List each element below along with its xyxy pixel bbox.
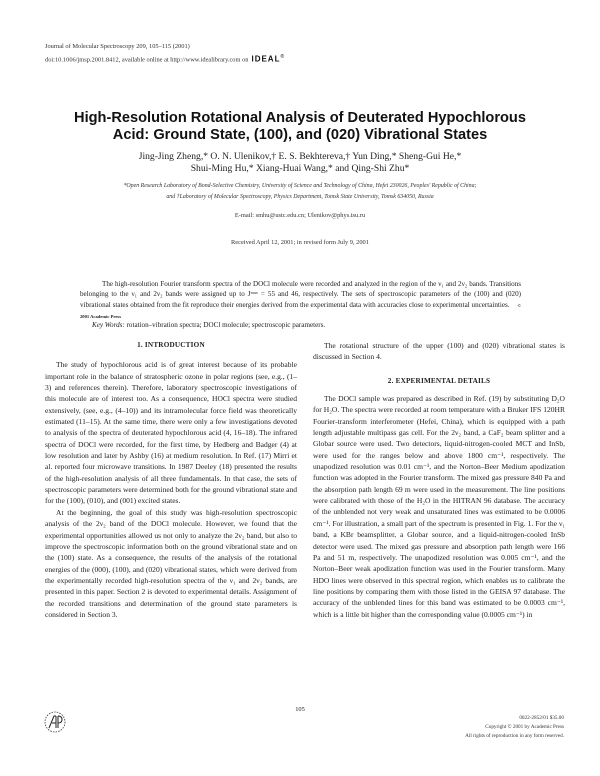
- section-heading-introduction: 1. INTRODUCTION: [137, 341, 205, 349]
- left-column: [45, 340, 297, 620]
- section-heading-experimental: 2. EXPERIMENTAL DETAILS: [387, 376, 491, 385]
- abstract-copyright: © 2001 Academic Press: [80, 302, 521, 319]
- affiliation-2: and †Laboratory of Molecular Spectroscopy, Physics Department, Tomsk State University, Tomsk 634050, Russia: [166, 194, 434, 200]
- author-list: [0, 151, 600, 175]
- journal-citation: Journal of Molecular Spectroscopy 209, 105–115 (2001): [45, 43, 190, 50]
- title-line-2: Acid: Ground State, (100), and (020) Vibrational States: [112, 126, 488, 143]
- title-line-1: High-Resolution Rotational Analysis of Deuterated Hypochlorous: [74, 110, 526, 126]
- affiliation-1: *Open Research Laboratory of Bond-Selective Chemistry, University of Science and Technology of China, Hefei 230026, Peoples' Republic of China;: [123, 183, 477, 189]
- copyright-notice: [465, 714, 564, 740]
- journal-header: [45, 42, 285, 66]
- ideal-logo: IDEAL®: [251, 54, 286, 64]
- authors-line-1: Jing-Jing Zheng,* O. N. Ulenikov,† E. S. Bekhtereva,† Yun Ding,* Sheng-Gui He,*: [138, 151, 462, 162]
- academic-press-logo-icon: [44, 711, 66, 733]
- paper-title: [0, 110, 600, 143]
- keywords-text: rotation–vibration spectra; DOCl molecule; spectroscopic parameters.: [126, 321, 326, 329]
- rights-line: All rights of reproduction in any form reserved.: [465, 732, 564, 739]
- copyright-line: Copyright © 2001 by Academic Press: [485, 723, 564, 730]
- paragraph: At the beginning, the goal of this study was high-resolution spectroscopic analysis of the 2ν₂ band of the DOCl molecule. However, we found that the experimental opportunities allowed us not only to analyze the 2ν₂ band, but also to improve the spectroscopic information both on the ground vibrational state and on the (100) state. As a consequence, the results of the analysis of the rotational energies of the (000), (100), and (020) vibrational states, which were derived from the experimentally recorded high-resolution spectra of the ν₁ and 2ν₂ bands, are presented in this paper. Section 2 is devoted to experimental details. Assignment of the recorded transitions and determination of the ground state parameters is considered in Section 3.: [45, 507, 297, 619]
- right-column: [313, 340, 565, 620]
- authors-line-2: Shui-Ming Hu,* Xiang-Huai Wang,* and Qing-Shi Zhu*: [190, 163, 410, 174]
- paragraph: The rotational structure of the upper (100) and (020) vibrational states is discussed in Section 4.: [313, 341, 565, 362]
- affiliations: [40, 181, 560, 203]
- keywords-label: Key Words:: [92, 321, 125, 329]
- email: E-mail: smhu@ustc.edu.cn; Ulenikov@phys.tsu.ru: [234, 212, 366, 219]
- paragraph: The DOCl sample was prepared as described in Ref. (19) by substituting D₂O for H₂O. The spectra were recorded at room temperature with a Bruker IFS 120HR Fourier-transform interferometer (Hefei, China), which is equipped with a path length adjustable multipass gas cell. For the 2ν₂ band, a CaF₂ beam splitter and a Globar source were used. Two detectors, liquid-nitrogen-cooled MCT and InSb, were used for the ranges below and above 1800 cm⁻¹, respectively. The unapodized resolution was 0.01 cm⁻¹, and the Norton–Beer Medium apodization function was adopted in the Fourier transform. The mixed gas pressure 840 Pa and the absorption path length 69 m were used in the measurement. The line positions were calibrated with those of the H₂O in the HITRAN 96 database. The accuracy of the unblended not very weak and unsaturated lines was estimated to be 0.0006 cm⁻¹. For illustration, a small part of the spectrum is presented in Fig. 1. For the ν₁ band, a KBr beamsplitter, a Globar source, and a liquid-nitrogen-cooled InSb detector were used. The mixed gas pressure and absorption path length were 166 Pa and 51 m, respectively. The unapodized resolution was 0.005 cm⁻¹, and the Norton–Beer weak apodization function was used in the Fourier transform. Many HDO lines were observed in this spectral region, which enables us to calibrate the line positions by comparing them with those listed in the GEISA 97 database. The accuracy of the unblended lines for this band was estimated to be 0.0003 cm⁻¹, which is a little bit higher than the corresponding value (0.0005 cm⁻¹) in: [313, 394, 565, 619]
- doi-line: doi:10.1006/jmsp.2001.8412, available online at http://www.idealibrary.com on: [45, 56, 249, 64]
- abstract-text: The high-resolution Fourier transform spectra of the DOCl molecule were recorded and analyzed in the region of the ν₁ and 2ν₂ bands. Transitions belonging to the ν₁ and 2ν₂ bands were assigned up to Jᵐᵃˣ = 55 and 46, respectively. The sets of spectroscopic parameters of the (100) and (020) vibrational states obtained from the fit reproduce their energies derived from the experimental data with accuracies close to experimental uncertainties.: [80, 280, 521, 309]
- received-date: Received April 12, 2001; in revised form July 9, 2001: [231, 239, 369, 246]
- abstract: [80, 279, 521, 322]
- paragraph: The study of hypochlorous acid is of great interest because of its probable important role in the balance of stratospheric ozone in polar regions (see, e.g., (1–3) and references therein). Therefore, laboratory spectroscopic investigations of this molecule are of interest too. As a consequence, HOCl spectra were studied extensively, (see, e.g., (4–10)) and its intramolecular force field was theoretically estimated (11–15). At the same time, there were only a few investigations devoted to analysis of the spectra of deuterated hypochlorous acid (4, 16–18). The infrared spectra of DOCl were recorded, for the first time, by Hedberg and Badger (4) at low resolution and later by Ashby (16) at medium resolution. In Ref. (17) Mirri et al. reported four microwave transitions. In 1987 Deeley (18) presented the results of the high-resolution analysis of all three fundamentals. In that case, the sets of spectroscopic parameters were determined both for the ground vibrational state and for the (100), (010), and (001) excited states.: [45, 360, 297, 506]
- issn: 0022-2852/01 $35.00: [519, 715, 564, 721]
- keywords: [92, 320, 522, 330]
- page-number: 105: [295, 706, 305, 713]
